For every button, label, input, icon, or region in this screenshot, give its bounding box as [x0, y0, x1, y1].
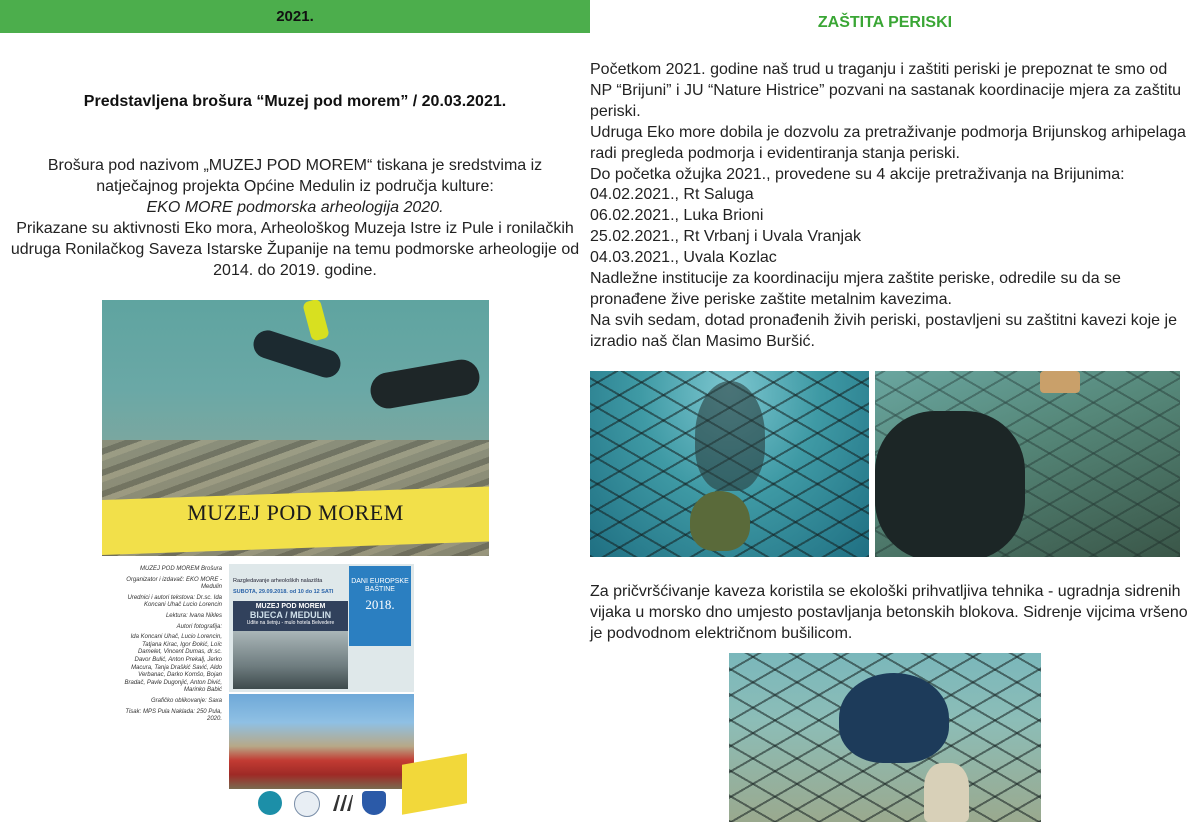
- credit-line: Grafičko oblikovanje: Saxa: [150, 697, 222, 704]
- intro-line-1: Brošura pod nazivom „MUZEJ POD MOREM“ tiskana je sredstvima iz natječajnog projekta Općine Medulin iz područja kulture:: [47, 157, 543, 195]
- poster-title-box: [233, 601, 348, 631]
- section-title: ZAŠTITA PERISKI: [817, 14, 953, 31]
- pen-shell: [924, 763, 969, 822]
- dive-entry: 04.03.2021., Uvala Kozlac: [590, 249, 777, 267]
- county-shield-logo: [362, 791, 386, 815]
- poster-heading: Razgledavanje arheoloških nalazišta: [233, 578, 323, 584]
- underwater-cage-photo: [590, 371, 869, 557]
- cover-title: MUZEJ POD MOREM: [187, 500, 404, 525]
- credit-line: MUZEJ POD MOREM Brošura: [139, 566, 222, 572]
- pen-shell: [690, 491, 750, 551]
- sponsor-logos: [252, 791, 402, 819]
- partner-logo: [294, 791, 320, 817]
- cage-drilling-photo: [729, 653, 1041, 822]
- poster-date: SUBOTA, 29.09.2018. od 10 do 12 SATI: [233, 589, 334, 595]
- paragraph: Na svih sedam, dotad pronađenih živih periski, postavljeni su zaštitni kavezi koje je izradio naš član Masimo Buršić.: [590, 311, 1177, 350]
- brochure-back-page: [102, 561, 489, 822]
- anchoring-caption: [590, 581, 1190, 644]
- badge-title: DANI EUROPSKE BAŠTINE: [351, 578, 409, 593]
- brochure-cover-image: [102, 300, 489, 556]
- article-body: [590, 60, 1190, 353]
- diver-figure: [250, 327, 344, 381]
- credit-line: Organizator i izdavač: EKO MORE - Medulin: [126, 576, 222, 591]
- paragraph: Do početka ožujka 2021., provedene su 4 akcije pretraživanja na Brijunima:: [590, 165, 1125, 183]
- event-poster: [229, 564, 414, 692]
- credit-line: Tisak: MPS Pula Naklada: 250 Pula, 2020.: [125, 708, 222, 723]
- brochure-credits: [122, 566, 222, 727]
- cage-installation-photo: [875, 371, 1180, 557]
- hammer-head: [1040, 371, 1080, 393]
- credit-line: Ida Koncani Uhač, Lucio Lorencin, Tatjana Kirac, Igor Đokić, Loïc Damelet, Vincent Dumas, dr.sc. Davor Bulić, Anton Prekalj, Jerko Macura, Tanja Draškić Savić, Aldo Verbanac, Darko Komšo, Bojan Bradač, Pavle Dugonjić, Anton Divić, Marinko Babić: [124, 634, 222, 694]
- badge-year: 2018.: [365, 597, 395, 612]
- intro-project-name: EKO MORE podmorska arheologija 2020.: [146, 199, 444, 216]
- eko-more-logo: [258, 791, 282, 815]
- poster-place: BIJECA / MEDULIN: [249, 610, 332, 620]
- museum-logo: [330, 791, 354, 815]
- diver-figure: [839, 673, 949, 763]
- intro-text: [10, 155, 580, 281]
- year-label: 2021.: [276, 8, 314, 25]
- heritage-days-badge: [349, 566, 411, 646]
- group-photo: [229, 694, 414, 789]
- credit-line: Lektura: Ivana Nikles: [165, 612, 222, 619]
- diver-silhouette: [695, 381, 765, 491]
- credit-line: Autori fotografija:: [176, 623, 222, 630]
- diver-figure: [368, 357, 483, 412]
- dive-entry: 04.02.2021., Rt Saluga: [590, 186, 754, 204]
- poster-subtitle: Uđite na šetnju - mulo hotela Belvedere: [246, 620, 335, 626]
- yellow-accent: [402, 753, 467, 814]
- year-header-bar: [0, 0, 590, 33]
- article-headline: Predstavljena brošura “Muzej pod morem” / 20.03.2021.: [83, 93, 507, 110]
- poster-title: MUZEJ POD MOREM: [255, 603, 326, 610]
- intro-line-3: Prikazane su aktivnosti Eko mora, Arheološkog Muzeja Istre iz Pule i ronilačkih udruga Ronilačkog Saveza Istarske Županije na temu podmorske arheologije od 2014. do 2019. godine.: [10, 220, 580, 279]
- poster-photo: [233, 631, 348, 689]
- dive-entry: 06.02.2021., Luka Brioni: [590, 207, 764, 225]
- paragraph: Nadležne institucije za koordinaciju mjera zaštite periske, odredile su da se pronađene žive periske zaštite metalnim kavezima.: [590, 270, 1121, 308]
- credit-line: Urednici i autori tekstova: Dr.sc. Ida Koncani Uhač Lucio Lorencin: [127, 594, 222, 609]
- paragraph: Početkom 2021. godine naš trud u traganju i zaštiti periski je prepoznat te smo od NP “Brijuni” i JU “Nature Histrice” pozvani na sastanak koordinacije mjera za zaštitu periski.: [590, 61, 1182, 120]
- paragraph: Udruga Eko more dobila je dozvolu za pretraživanje podmorja Brijunskog arhipelaga radi pregleda podmorja i evidentiranja stanja periski.: [590, 123, 1186, 162]
- diver-arm: [875, 411, 1025, 557]
- dive-entry: 25.02.2021., Rt Vrbanj i Uvala Vranjak: [590, 228, 861, 246]
- caption-text: Za pričvršćivanje kaveza koristila se ekološki prihvatljiva tehnika - ugradnja sidrenih vijaka u morsko dno umjesto postavljanja betonskih blokova. Sidrenje vijcima vršeno je podvodnom električnom bušilicom.: [590, 583, 1188, 642]
- diver-fin: [302, 300, 330, 342]
